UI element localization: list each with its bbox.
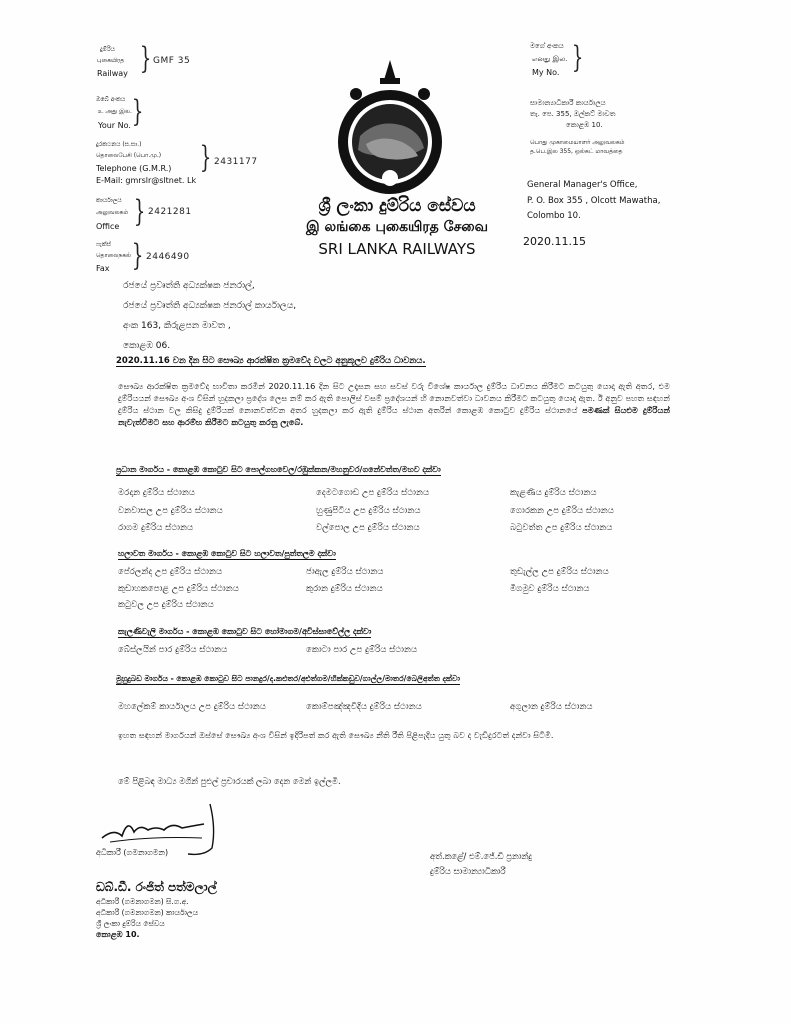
closing-request: මේ පිළිබඳ මාධ්‍ය මගින් පුළුල් ප්‍රචාරයක් ලබා දෙන මෙන් ඉල්ලමි. — [118, 776, 341, 786]
paragraph-intro — [118, 380, 670, 428]
telephone-label-ta: தொலைபேசி (பொ.மு.) — [96, 152, 162, 159]
my-no-label-ta: எனது இல. — [532, 55, 568, 63]
office-en-line-3: Colombo 10. — [527, 211, 581, 221]
office-si-line-2: තැ. පෙ. 355, ඔල්කට් මාවත — [530, 110, 616, 118]
brace-icon: } — [199, 140, 212, 175]
signer-left-name: ඩබ්.ඩී. රංජිත් පත්මලාල් — [96, 880, 217, 894]
station: කටුවල උප දුම්රිය ස්ථානය — [118, 600, 214, 610]
brace-icon: } — [139, 41, 152, 76]
route-main-line-title: ප්‍රධාන මාර්ගය - කොළඹ කොටුව සිට පොල්ගහවෙල/රඹුක්කන/මහනුවර/ගනේවත්ත/මහව දක්වා — [116, 465, 441, 474]
paragraph-health-rules: ඉහත සඳහන් මාර්ගයන් ඔස්සේ සෞඛ්‍ය අංශ විසින් ඉදිරිපත් කර ඇති සෞඛ්‍ය නීති රීති පිළිපැදිය යුතු බව ද වැඩිදුරටත් දන්වා සිටිමි. — [118, 730, 554, 740]
railway-label-si: දුම්රිය — [100, 46, 115, 53]
office-number: 2421281 — [148, 207, 192, 217]
signer-left-role: අධිකාරී (ගමනාගමන) — [96, 848, 169, 857]
office-en-line-1: General Manager's Office, — [527, 180, 638, 190]
railway-emblem-icon — [320, 58, 460, 198]
signer-left-title-2: අධිකාරී (ගමනාගමන) කාර්යාලය — [96, 908, 199, 917]
fax-label-si: ෆැක්ස් — [96, 241, 111, 248]
fax-label-ta: தொலைநகல் — [96, 252, 132, 259]
station: වනවාසල උප දුම්රිය ස්ථානය — [118, 506, 223, 516]
email-address: E-Mail: gmrslr@sltnet. Lk — [96, 176, 197, 185]
subject-line: 2020.11.16 වන දින සිට සෞඛ්‍ය ආරක්ෂිත ක්‍රමවේද වලට අනුකූලව දුම්රිය ධාවනය. — [116, 356, 426, 366]
station: රාගම දුම්රිය ස්ථානය — [118, 523, 194, 533]
station: වල්පොල උප දුම්රිය ස්ථානය — [316, 523, 420, 533]
station: මරදාන දුම්රිය ස්ථානය — [118, 488, 195, 498]
station: කුඩාහකපොළ උප දුම්රිය ස්ථානය — [118, 584, 239, 594]
station: මහලේකම් කාර්යාලය උප දුම්රිය ස්ථානය — [118, 702, 266, 712]
signer-left-title-4: කොළඹ 10. — [96, 930, 140, 939]
signer-left-title-3: ශ්‍රී ලංකා දුම්රිය සේවය — [96, 919, 165, 928]
station: බටුවත්ත උප දුම්රිය ස්ථානය — [510, 523, 613, 533]
station: ගොරකන උප දුම්රිය ස්ථානය — [510, 506, 614, 516]
route-kelani-valley-line-title: කැලණිවැලි මාර්ගය - කොළඹ කොටුව සිට හෝමාගම/අවිස්සාවේල්ල දක්වා — [118, 627, 372, 636]
railway-label-ta: புகையிரத — [97, 57, 125, 64]
office-ta-line-2: த.பெ.இல 355, ஒல்கட் மாவத்தை — [530, 148, 623, 155]
my-no-label-en: My No. — [532, 68, 560, 77]
signer-right-line-1: අත්.කළේ/ එම්.ජේ.ඩී ප්‍රනාන්දු — [430, 851, 533, 861]
station: කුරාන දුම්රිය ස්ථානය — [306, 584, 383, 594]
station: මීගමුව දුම්රිය ස්ථානය — [510, 584, 590, 594]
telephone-number: 2431177 — [214, 157, 258, 167]
addressee-line-1: රජයේ ප්‍රවෘත්ති අධ්‍යක්ෂක ජනරාල්, — [123, 281, 255, 291]
fax-label-en: Fax — [96, 264, 110, 273]
my-no-label-si: මගේ අංකය — [530, 42, 564, 50]
brace-icon: } — [131, 238, 144, 273]
station: දෙමටගොඩ උප දුම්රිය ස්ථානය — [316, 488, 430, 498]
your-no-label-ta: உ அது இல. — [98, 108, 132, 115]
title-sinhala: ශ්‍රී ලංකා දුම්රිය සේවය — [318, 196, 476, 216]
title-tamil: இ லங்கை புகையிரத சேவை — [305, 219, 488, 235]
telephone-label-en: Telephone (G.M.R.) — [96, 164, 172, 173]
office-label-ta: அலுவலகம் — [96, 209, 129, 216]
addressee-line-4: කොළඹ 06. — [123, 341, 171, 351]
office-ta-line-1: பொது முகாமையாளர் அலுவலகம் — [530, 139, 625, 146]
your-no-label-si: ඔබේ අංකය — [96, 96, 126, 103]
route-coastal-line-title: මුහුදුබඩ මාර්ගය - කොළඹ කොටුව සිට පානදුර/ද.කළුතර/අළුත්ගම/හික්කඩුව/ගාල්ල/මාතර/බෙලිඅත්ත දක්වා — [116, 674, 461, 683]
station: ජාඇල දුම්රිය ස්ථානය — [306, 567, 384, 577]
office-label-en: Office — [96, 222, 120, 231]
your-no-label-en: Your No. — [98, 121, 131, 130]
brace-icon: } — [133, 194, 146, 229]
paragraph-intro-bold: පමණක් සියළුම දුම්රියන් නැවැත්වීමට සහ ආරම්භ කිරීමට කටයුතු කරනු ලැබේ. — [118, 405, 670, 427]
station: අගුලාන දුම්රිය ස්ථානය — [510, 702, 593, 712]
fax-number: 2446490 — [146, 252, 190, 262]
station: කොටා පාර උප දුම්රිය ස්ථානය — [306, 645, 418, 655]
station: පේරලන්ද උප දුම්රිය ස්ථානය — [118, 567, 223, 577]
route-puttalam-line-title: හලාවත මාර්ගය - කොළඹ කොටුව සිට හලාවත/පුත්තලම දක්වා — [118, 549, 336, 558]
station: කැළණිය දුම්රිය ස්ථානය — [510, 488, 597, 498]
railway-file-no: GMF 35 — [153, 56, 191, 66]
paragraph-intro-text: සෞඛ්‍ය ආරක්ෂිත ක්‍රමවේද භාවිතා කරමින් 2020.11.16 දින සිට උදෑසන සහ සවස් වරු විශේෂ කාර්යාල දුම්රිය ධාවනය කිරීමට කටයුතු යොදා ඇති අතර, එම දුම්රියයන් සෞඛ්‍ය අංශ විසින් හුදකලා ප්‍රදේශ ලෙස නම් කර ඇති පොලිස් වසම් ප්‍රදේශයන් හි නොනවත්වා ධාවනය කිරීමට කටයුතු යොදා ඇත. ඊ අනුව පහත සඳහන් දුම්රිය ස්ථාන වල කිසිදු දුම්රියක් නොනවත්වන අතර හුදකලා කර ඇති දුම්රිය ස්ථාන අතරින් කොළඹ කොටුව දුම්රිය ස්ථානයේ — [118, 381, 670, 415]
brace-icon: } — [131, 94, 144, 129]
station: හුණුපිටිය උප දුම්රිය ස්ථානය — [316, 506, 421, 516]
railway-label-en: Railway — [97, 69, 128, 78]
letter-date: 2020.11.15 — [523, 235, 586, 248]
station: කොම්පඤ්ඤවීදිය දුම්රිය ස්ථානය — [306, 702, 422, 712]
telephone-label-si: දුරකථනය (ස.සා.) — [96, 141, 142, 148]
signer-left-title-1: අධිකාරී (ගමනාගමන) සි.ග.අ. — [96, 897, 189, 906]
office-en-line-2: P. O. Box 355 , Olcott Mawatha, — [527, 196, 661, 206]
office-label-si: කාර්යාලය — [96, 197, 122, 204]
office-si-line-3: කොළඹ 10. — [566, 121, 603, 129]
signer-right-line-2: දුම්රිය සාමාන්‍යාධිකාරී — [430, 866, 506, 876]
addressee-line-2: රජයේ ප්‍රවෘත්ති අධ්‍යක්ෂක ජනරාල් කාර්යාලය, — [123, 301, 297, 311]
brace-icon: } — [571, 40, 584, 75]
title-english: SRI LANKA RAILWAYS — [318, 240, 476, 258]
station: බේස්ලයින් පාර දුම්රිය ස්ථානය — [118, 645, 228, 655]
addressee-line-3: අංක 163, කිරුළපන මාවත , — [123, 321, 231, 331]
office-si-line-1: සාමාන්‍යාධිකාරී කාර්යාලය — [530, 99, 606, 107]
station: තුඩැල්ල උප දුම්රිය ස්ථානය — [510, 567, 609, 577]
